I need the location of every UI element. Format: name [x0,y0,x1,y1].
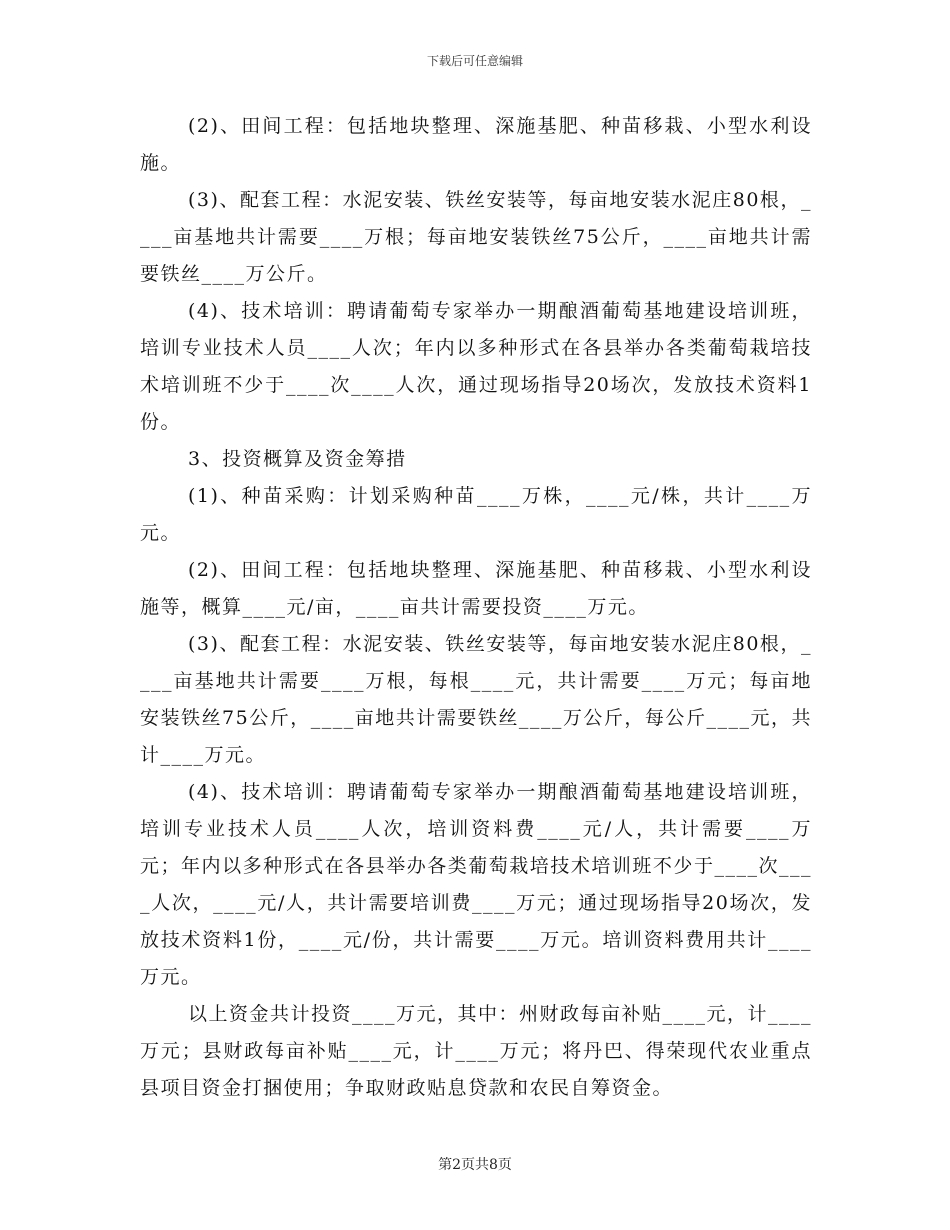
paragraph-technical-training-budget: (4)、技术培训：聘请葡萄专家举办一期酿酒葡萄基地建设培训班，培训专业技术人员____人次，培训资料费____元/人，共计需要____万元；年内以多种形式在各县举办各类葡萄栽培技术培训班不少于____次____人次，____元/人，共计需要培训费____万元；通过现场指导20场次，发放技术资料1份，____元/份，共计需要____万元。培训资料费用共计____万元。 [140,781,812,988]
section-heading-investment: 3、投资概算及资金筹措 [188,448,407,470]
paragraph-field-engineering-budget: (2)、田间工程：包括地块整理、深施基肥、种苗移栽、小型水利设施等，概算____元/亩，____亩共计需要投资____万元。 [140,559,812,618]
paragraph-field-engineering: (2)、田间工程：包括地块整理、深施基肥、种苗移栽、小型水利设施。 [140,115,812,174]
paragraph-funding-summary: 以上资金共计投资____万元，其中：州财政每亩补贴____元，计____万元；县财政每亩补贴____元，计____万元；将丹巴、得荣现代农业重点县项目资金打捆使用；争取财政贴息贷款和农民自筹资金。 [140,1003,813,1099]
paragraph-supporting-works: (3)、配套工程：水泥安装、铁丝安装等，每亩地安装水泥庄80根，____亩基地共计需要____万根；每亩地安装铁丝75公斤，____亩地共计需要铁丝____万公斤。 [140,189,812,285]
page-header: 下载后可任意编辑 [426,54,523,68]
paragraph-seedling-purchase: (1)、种苗采购：计划采购种苗____万株，____元/株，共计____万元。 [140,485,812,544]
paragraph-technical-training: (4)、技术培训：聘请葡萄专家举办一期酿酒葡萄基地建设培训班，培训专业技术人员____人次；年内以多种形式在各县举办各类葡萄栽培技术培训班不少于____次____人次，通过现场指导20场次，发放技术资料1份。 [140,300,812,433]
paragraph-supporting-works-budget: (3)、配套工程：水泥安装、铁丝安装等，每亩地安装水泥庄80根，____亩基地共计需要____万根，每根____元，共计需要____万元；每亩地安装铁丝75公斤，____亩地共计需要铁丝____万公斤，每公斤____元，共计____万元。 [140,633,812,766]
page-number: 第2页共8页 [438,1157,512,1173]
document-body [140,108,812,1107]
